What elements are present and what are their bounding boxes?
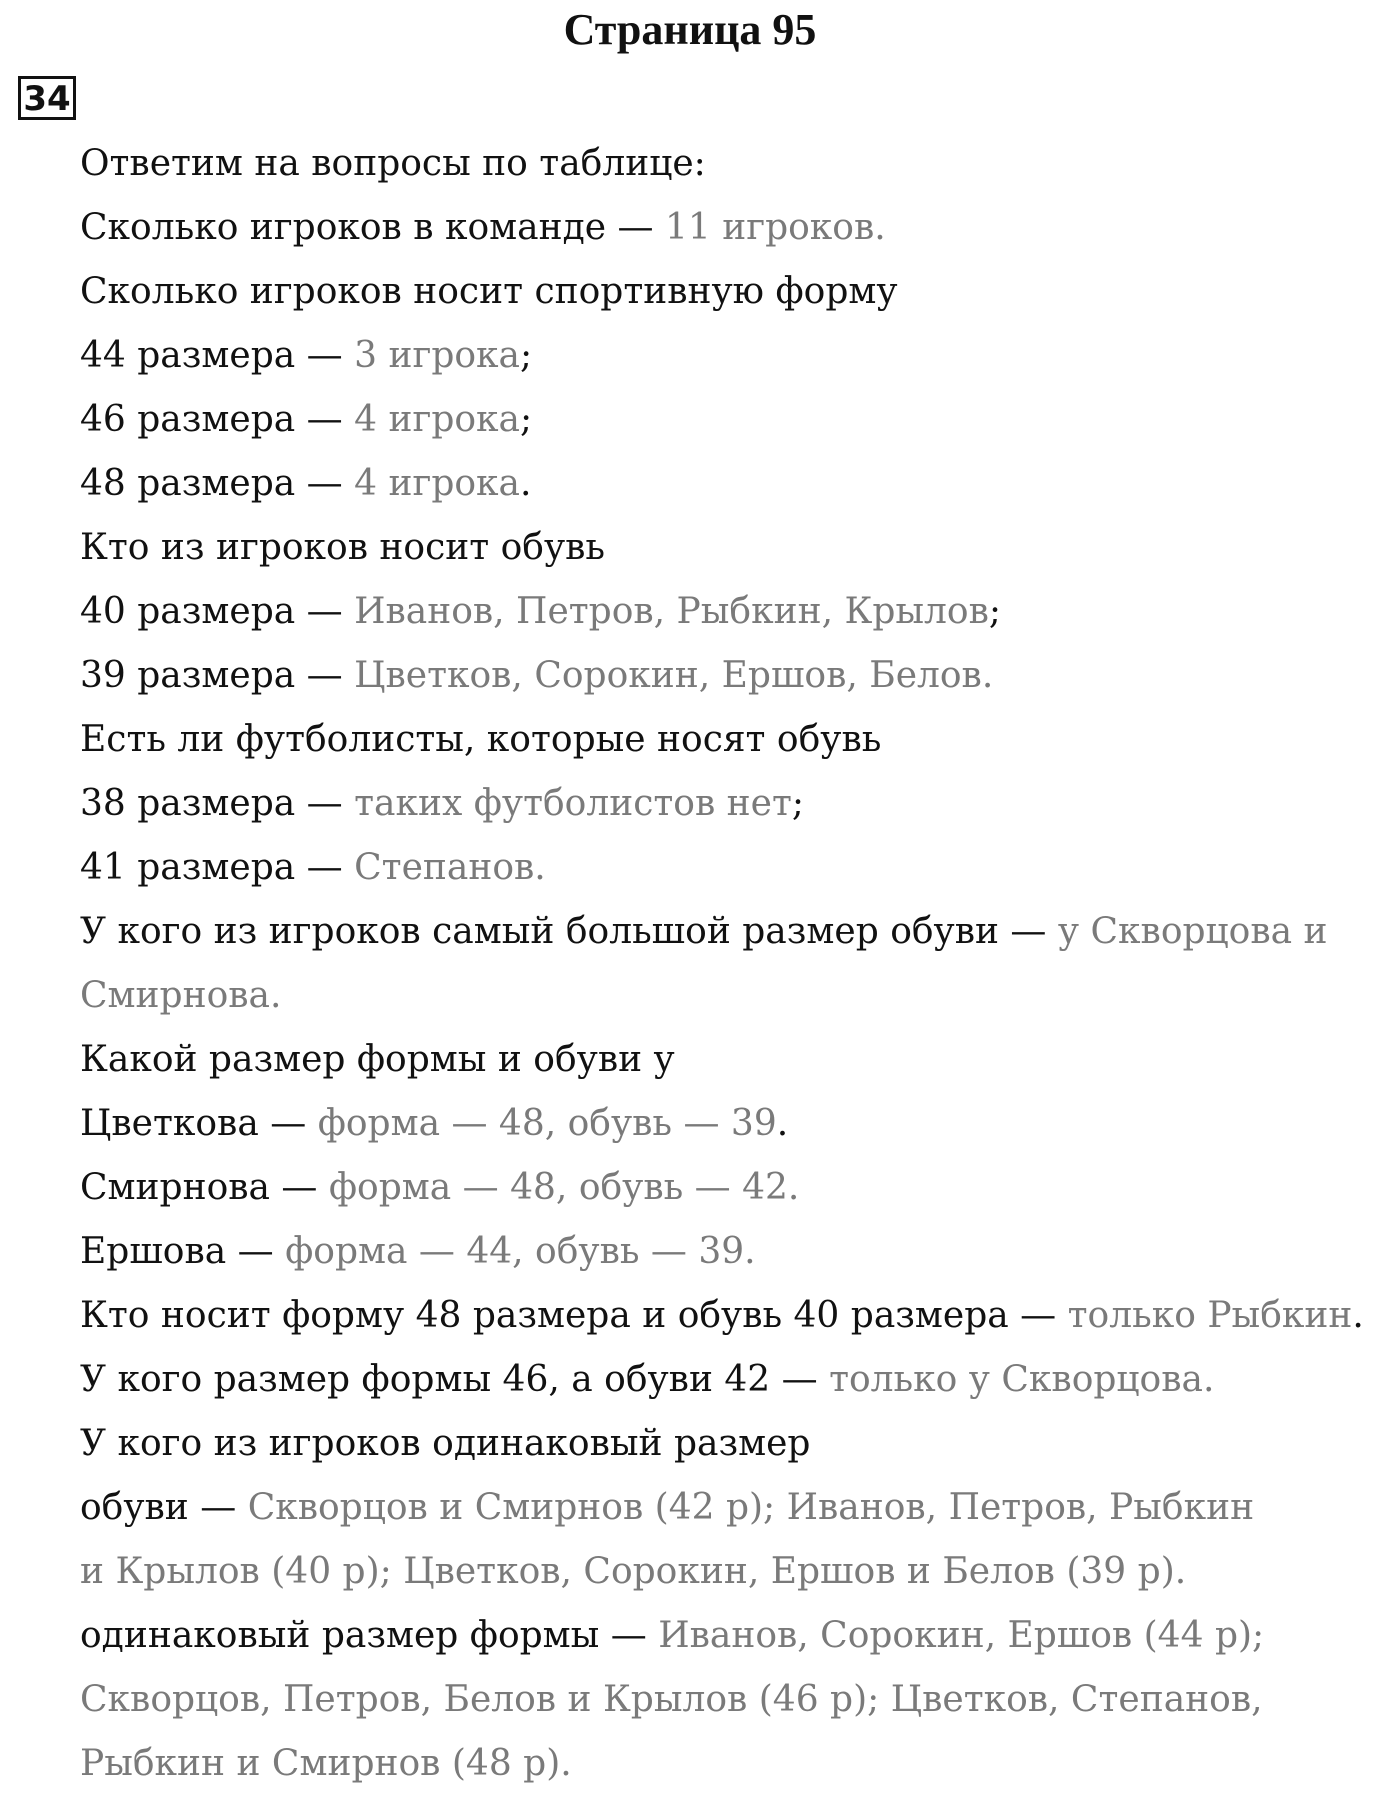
question-text: У кого из игроков самый большой размер обуви — [80, 911, 1058, 952]
text-line [80, 1476, 1340, 1540]
text-line [80, 1732, 1340, 1796]
question-text: 40 размера — [80, 591, 355, 632]
text-line [80, 196, 1340, 260]
answer-text-span: Иванов, Сорокин, Ершов (44 р); [658, 1615, 1265, 1656]
punctuation: . [1352, 1295, 1364, 1336]
text-line [80, 1348, 1340, 1412]
text-line [80, 452, 1340, 516]
text-line [80, 388, 1340, 452]
punctuation: ; [520, 335, 533, 376]
question-text: Кто из игроков носит обувь [80, 527, 606, 568]
answer-text-span: таких футболистов нет [354, 783, 792, 824]
question-text: 44 размера — [80, 335, 355, 376]
task-number-badge: 34 [18, 76, 76, 120]
text-line [80, 1412, 1340, 1476]
question-text: 41 размера — [80, 847, 355, 888]
punctuation: . [520, 463, 532, 504]
question-text: У кого из игроков одинаковый размер [80, 1423, 811, 1464]
question-text: 48 размера — [80, 463, 355, 504]
answer-text [80, 132, 1364, 1796]
answer-text-span: форма — 48, обувь — 42. [328, 1167, 800, 1208]
answer-text-span: Цветков, Сорокин, Ершов, Белов. [354, 655, 994, 696]
answer-text-span: только Рыбкин [1067, 1295, 1353, 1336]
question-text: 46 размера — [80, 399, 355, 440]
text-line [80, 1028, 1340, 1092]
answer-text-span: у Скворцова и [1057, 911, 1328, 952]
text-line [80, 580, 1340, 644]
text-line [80, 836, 1340, 900]
text-line [80, 708, 1340, 772]
answer-text-span: Рыбкин и Смирнов (48 р). [80, 1743, 572, 1784]
text-line [80, 1156, 1340, 1220]
text-line [80, 900, 1340, 964]
page-title: Страница 95 [563, 5, 817, 54]
question-text: Сколько игроков в команде — [80, 207, 665, 248]
answer-text-span: Скворцов и Смирнов (42 р); Иванов, Петров, Рыбкин [247, 1487, 1255, 1528]
text-line [80, 1540, 1340, 1604]
text-line [80, 1284, 1364, 1348]
text-line [80, 1092, 1340, 1156]
text-line [80, 260, 1340, 324]
question-text: 38 размера — [80, 783, 355, 824]
text-line [80, 772, 1340, 836]
question-text: Какой размер формы и обуви у [80, 1039, 675, 1080]
answer-text-span: 11 игроков. [664, 207, 886, 248]
text-line [80, 132, 1340, 196]
answer-text-span: Смирнова. [80, 975, 282, 1016]
text-line [80, 1604, 1340, 1668]
question-text: Кто носит форму 48 размера и обувь 40 размера — [80, 1295, 1068, 1336]
question-text: обуви — [80, 1487, 248, 1528]
text-line [80, 644, 1340, 708]
question-text: У кого размер формы 46, а обуви 42 — [80, 1359, 830, 1400]
question-text: Ответим на вопросы по таблице: [80, 143, 706, 184]
answer-text-span: только у Скворцова. [829, 1359, 1215, 1400]
answer-text-span: и Крылов (40 р); Цветков, Сорокин, Ершов и Белов (39 р). [80, 1551, 1187, 1592]
text-line [80, 1668, 1340, 1732]
punctuation: . [776, 1103, 789, 1144]
question-text: 39 размера — [80, 655, 355, 696]
question-text: Ершова — [80, 1231, 286, 1272]
punctuation: ; [791, 783, 805, 824]
text-line [80, 516, 1340, 580]
answer-text-span: форма — 44, обувь — 39. [285, 1231, 756, 1272]
punctuation: ; [988, 591, 1001, 632]
question-text: Есть ли футболисты, которые носят обувь [80, 719, 882, 760]
punctuation: ; [520, 399, 533, 440]
answer-text-span: Степанов. [354, 847, 546, 888]
answer-text-span: 4 игрока [354, 399, 520, 440]
question-text: Смирнова — [80, 1167, 329, 1208]
question-text: одинаковый размер формы — [80, 1615, 659, 1656]
answer-text-span: форма — 48, обувь — 39 [317, 1103, 777, 1144]
text-line [80, 1220, 1340, 1284]
text-line [80, 324, 1340, 388]
text-line [80, 964, 1340, 1028]
answer-text-span: Скворцов, Петров, Белов и Крылов (46 р); Цветков, Степанов, [80, 1679, 1263, 1720]
question-text: Сколько игроков носит спортивную форму [80, 271, 898, 312]
answer-text-span: 4 игрока [354, 463, 520, 504]
answer-text-span: 3 игрока [354, 335, 520, 376]
question-text: Цветкова — [80, 1103, 318, 1144]
answer-text-span: Иванов, Петров, Рыбкин, Крылов [354, 591, 989, 632]
